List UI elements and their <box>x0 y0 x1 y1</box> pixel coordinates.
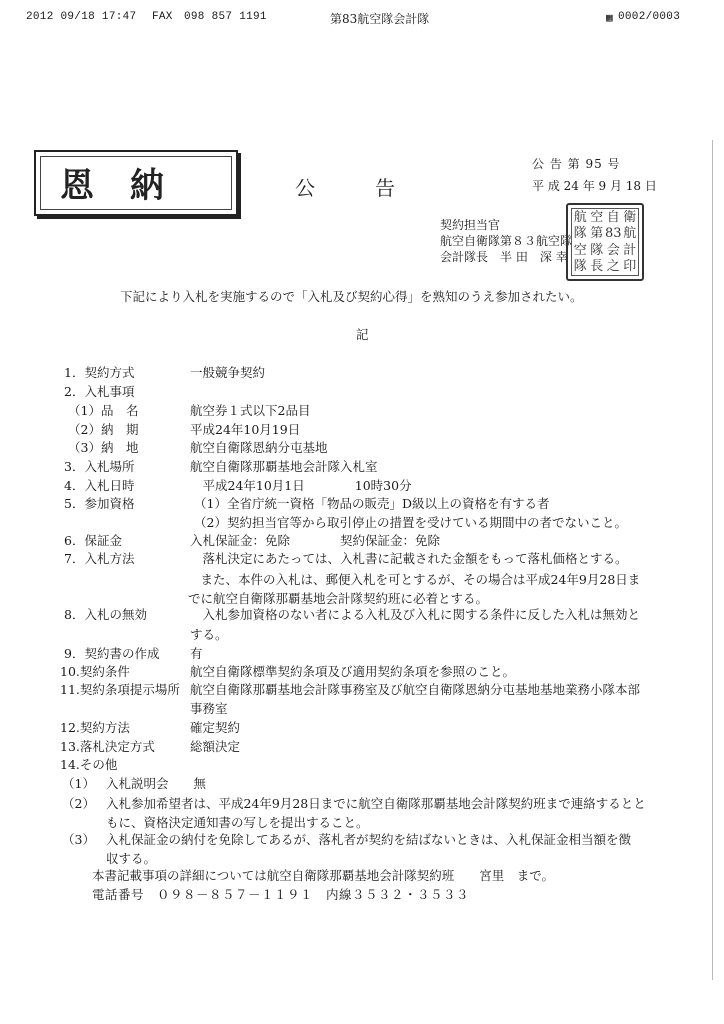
seal-char: 会 <box>606 242 620 258</box>
item-value: 平成24年10月1日 10時30分 <box>190 478 412 493</box>
seal-char: 隊 <box>573 226 587 242</box>
other-label: （3） <box>62 832 95 847</box>
item-label: 8．入札の無効 <box>64 607 147 622</box>
item-label: （2）納 期 <box>68 422 139 437</box>
item-value: 落札決定にあたっては、入札書に記載された金額をもって落札価格とする。 <box>190 551 628 566</box>
item-label: 11.契約条項提示場所 <box>60 682 180 697</box>
notice-number: 公 告 第 95 号 <box>532 157 621 171</box>
seal-char: 航 <box>573 209 587 225</box>
item-value: 入札保証金：免除 契約保証金：免除 <box>190 533 441 548</box>
item-value: 航空自衛隊恩納分屯基地 <box>190 440 328 455</box>
seal-char: 第 <box>590 226 604 242</box>
other-value: 入札参加希望者は、平成24年9月28日までに航空自衛隊那覇基地会計隊契約班まで連絡するとと <box>106 796 646 811</box>
seal-char: 自 <box>606 209 620 225</box>
fax-number: 098 857 1191 <box>184 11 267 23</box>
seal-char: 計 <box>623 242 637 258</box>
other-value: 入札保証金の納付を免除してあるが、落札者が契約を結ばないときは、入札保証金相当額を徴 <box>106 832 632 847</box>
item-label: （3）納 地 <box>68 440 139 455</box>
official-seal <box>566 203 644 281</box>
item-value: 一般競争契約 <box>190 365 266 380</box>
item-label: 10.契約条件 <box>60 664 130 679</box>
item-value: 入札参加資格のない者による入札及び入札に関する条件に反した入札は無効と <box>190 607 641 622</box>
item-label: 2．入札事項 <box>64 384 135 399</box>
item-value: でに航空自衛隊那覇基地会計隊契約班に必着とする。 <box>188 591 489 606</box>
footer-contact: 本書記載事項の詳細については航空自衛隊那覇基地会計隊契約班 宮里 まで。 <box>92 868 555 883</box>
fax-page-icon: ▦ <box>606 13 613 25</box>
item-value: 事務室 <box>190 701 228 716</box>
seal-char: 之 <box>606 259 620 275</box>
item-value: 航空自衛隊標準契約条項及び適用契約条項を参照のこと。 <box>190 664 516 679</box>
item-value: （2）契約担当官等から取引停止の措置を受けている期間中の者でないこと。 <box>194 515 627 530</box>
seal-char: 隊 <box>590 242 604 258</box>
item-value: （1）全省庁統一資格「物品の販売」D級以上の資格を有する者 <box>194 496 550 511</box>
seal-char: 隊 <box>573 259 587 275</box>
item-value: 確定契約 <box>190 720 241 735</box>
item-label: 7．入札方法 <box>64 551 135 566</box>
other-value: 収する。 <box>106 851 157 866</box>
scan-edge-line <box>712 140 713 980</box>
seal-char: 空 <box>590 209 604 225</box>
item-label: 6．保証金 <box>64 533 122 548</box>
notice-date: 平 成 24 年 9 月 18 日 <box>532 179 657 193</box>
seal-char: 衛 <box>623 209 637 225</box>
item-label: 1．契約方式 <box>64 365 135 380</box>
seal-char: 空 <box>573 242 587 258</box>
fax-label: FAX <box>152 11 173 23</box>
item-label: （1）品 名 <box>68 403 139 418</box>
item-value: 航空券１式以下2品目 <box>190 403 311 418</box>
page-title: 公告 <box>295 176 455 200</box>
other-value: 入札説明会 無 <box>106 776 207 791</box>
item-label: 3．入札場所 <box>64 459 135 474</box>
item-value: 航空自衛隊那覇基地会計隊入札室 <box>190 459 378 474</box>
item-value: 平成24年10月19日 <box>190 422 301 437</box>
intro-text: 下記により入札を実施するので「入札及び契約心得」を熟知のうえ参加されたい。 <box>120 289 583 304</box>
ki-heading: 記 <box>356 327 369 342</box>
issuer-line2: 航空自衛隊第８３航空隊 <box>440 234 573 248</box>
item-value: 総額決定 <box>190 739 241 754</box>
item-label: 14.その他 <box>60 757 118 772</box>
other-label: （1） <box>62 776 95 791</box>
seal-char: 長 <box>590 259 604 275</box>
seal-char: 83 <box>604 226 622 242</box>
fax-page-indicator: 0002/0003 <box>618 11 681 23</box>
item-label: 9．契約書の作成 <box>64 646 160 661</box>
stamp-text: 恩納 <box>60 166 200 206</box>
other-label: （2） <box>62 796 95 811</box>
item-value: また、本件の入札は、郵便入札を可とするが、その場合は平成24年9月28日ま <box>188 572 641 587</box>
item-label: 13.落札決定方式 <box>60 739 155 754</box>
item-label: 12.契約方法 <box>60 720 130 735</box>
footer-phone: 電話番号 ０９８－８５７－１１９１ 内線３５３２・３５３３ <box>92 887 470 902</box>
seal-char: 印 <box>623 259 637 275</box>
item-value: する。 <box>190 627 228 642</box>
item-label: 4．入札日時 <box>64 478 135 493</box>
item-value: 航空自衛隊那覇基地会計隊事務室及び航空自衛隊恩納分屯基地基地業務小隊本部 <box>190 682 641 697</box>
issuer-line1: 契約担当官 <box>440 218 501 232</box>
issuer-line3: 会計隊長 半 田 深 幸 <box>440 250 568 264</box>
fax-sender: 第83航空隊会計隊 <box>330 12 430 26</box>
item-value: 有 <box>190 646 203 661</box>
other-value: もに、資格決定通知書の写しを提出すること。 <box>106 815 369 830</box>
seal-char: 航 <box>623 226 637 242</box>
fax-date-time: 2012 09/18 17:47 <box>26 11 137 23</box>
item-label: 5．参加資格 <box>64 496 135 511</box>
